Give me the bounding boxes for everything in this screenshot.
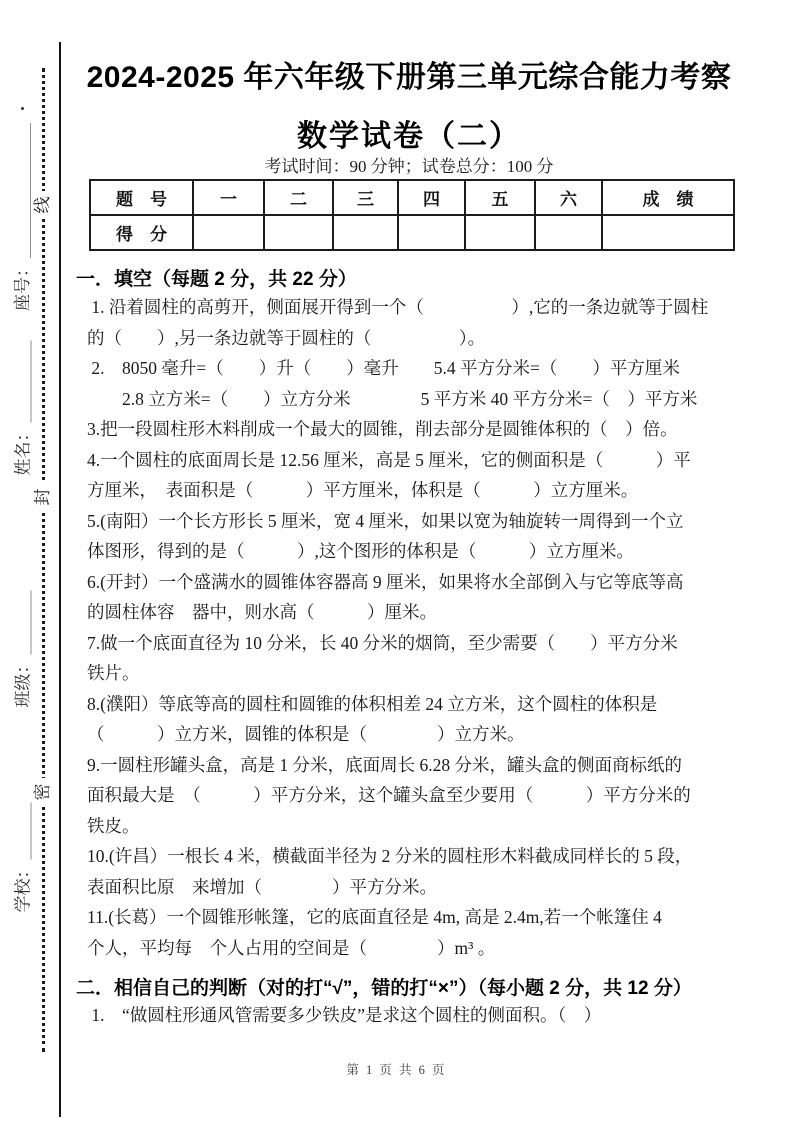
score-table-header-row xyxy=(90,180,734,215)
question-line: 11.(长葛）一个圆锥形帐篷，它的底面直径是 4m, 高是 2.4m,若一个帐篷住 4 xyxy=(87,907,662,927)
question-line: 1. “做圆柱形通风管需要多少铁皮”是求这个圆柱的侧面积。（ ） xyxy=(87,1005,602,1025)
score-cell xyxy=(465,215,535,250)
score-table-header-5: 五 xyxy=(465,180,535,215)
seat-number-blank xyxy=(16,123,31,258)
question-line: 面积最大是 （ ）平方分米，这个罐头盒至少要用（ ）平方分米的 xyxy=(87,785,691,805)
score-table-header-timu: 题 号 xyxy=(90,180,193,215)
score-table-header-6: 六 xyxy=(535,180,602,215)
score-row-label: 得 分 xyxy=(90,215,193,250)
stray-mark xyxy=(21,107,24,110)
score-cell xyxy=(535,215,602,250)
section2-questions xyxy=(87,1000,767,1030)
question-line: 铁皮。 xyxy=(87,815,140,836)
seal-char-xian: 线 xyxy=(32,191,54,219)
question-line: （ ）立方米，圆锥的体积是（ ）立方米。 xyxy=(87,724,525,744)
score-cell xyxy=(333,215,398,250)
question-line: 6.(开封）一个盛满水的圆锥体容器高 9 厘米，如果将水全部倒入与它等底等高 xyxy=(87,571,684,592)
seat-number-label: 座号： xyxy=(13,260,32,311)
question-line: 9.一圆柱形罐头盒，高是 1 分米，底面周长 6.28 分米，罐头盒的侧面商标纸的 xyxy=(87,754,682,775)
class-label: 班级： xyxy=(13,656,33,708)
section1-questions xyxy=(87,292,767,963)
section1-heading: 一．填空（每题 2 分，共 22 分） xyxy=(76,269,357,290)
question-line: 体图形，得到的是（ ）,这个图形的体积是（ ）立方厘米。 xyxy=(87,541,634,561)
question-line: 2.8 立方米=（ ）立方分米 5 平方米 40 平方分米=（ ）平方米 xyxy=(87,388,698,409)
score-table xyxy=(89,179,735,251)
exam-title-line2: 数学试卷（二） xyxy=(297,120,521,153)
question-line: 10.(许昌）一根长 4 米，横截面半径为 2 分米的圆柱形木料截成同样长的 5 段， xyxy=(87,846,693,866)
school-label: 学校： xyxy=(13,861,33,913)
score-cell xyxy=(398,215,465,250)
score-cell xyxy=(602,215,734,250)
exam-title-line1: 2024-2025 年六年级下册第三单元综合能力考察 xyxy=(86,61,732,94)
question-line: 个人，平均每 个人占用的空间是（ ）m³ 。 xyxy=(87,937,496,958)
page-number: 第 1 页 共 6 页 xyxy=(346,1063,447,1077)
score-table-header-chengji: 成 绩 xyxy=(602,180,734,215)
sidebar-border-line xyxy=(59,42,61,1117)
question-line: 3.把一段圆柱形木料削成一个最大的圆锥，削去部分是圆锥体积的（ ）倍。 xyxy=(87,419,678,439)
question-line: 4.一个圆柱的底面周长是 12.56 厘米，高是 5 厘米，它的侧面积是（ ）平 xyxy=(87,449,691,470)
question-line: 5.(南阳）一个长方形长 5 厘米，宽 4 厘米，如果以宽为轴旋转一周得到一个立 xyxy=(87,510,684,531)
question-line: 方厘米， 表面积是（ ）平方厘米，体积是（ ）立方厘米。 xyxy=(87,480,639,500)
student-name-field xyxy=(13,331,35,476)
exam-info: 考试时间：90 分钟；试卷总分：100 分 xyxy=(264,157,554,176)
class-field xyxy=(13,581,35,708)
question-line: 2. 8050 毫升=（ ）升（ ）毫升 5.4 平方分米=（ ）平方厘米 xyxy=(87,358,680,378)
class-blank xyxy=(16,591,31,655)
school-blank xyxy=(16,803,31,860)
question-line: 铁片。 xyxy=(87,663,140,683)
section2-heading: 二．相信自己的判断（对的打“√”，错的打“×”）（每小题 2 分，共 12 分） xyxy=(76,978,692,999)
seal-char-feng: 封 xyxy=(32,483,54,511)
question-line: 的（ ）,另一条边就等于圆柱的（ ）。 xyxy=(87,327,486,348)
student-name-label: 姓名： xyxy=(13,424,33,476)
question-line: 的圆柱体容 器中，则水高（ ）厘米。 xyxy=(87,602,437,622)
score-table-header-4: 四 xyxy=(398,180,465,215)
question-line: 8.(濮阳）等底等高的圆柱和圆锥的体积相差 24 立方米，这个圆柱的体积是 xyxy=(87,693,658,714)
score-cell xyxy=(193,215,264,250)
student-name-blank xyxy=(16,341,31,423)
score-cell xyxy=(264,215,333,250)
seal-char-mi: 密 xyxy=(32,778,54,806)
score-table-header-3: 三 xyxy=(333,180,398,215)
question-line: 7.做一个底面直径为 10 分米，长 40 分米的烟筒，至少需要（ ）平方分米 xyxy=(87,632,678,653)
score-table-header-1: 一 xyxy=(193,180,264,215)
question-line: 1. 沿着圆柱的高剪开，侧面展开得到一个（ ）,它的一条边就等于圆柱 xyxy=(87,297,709,317)
question-line: 表面积比原 来增加（ ）平方分米。 xyxy=(87,876,437,897)
school-field xyxy=(13,794,35,913)
score-table-score-row xyxy=(90,215,734,250)
score-table-header-2: 二 xyxy=(264,180,333,215)
seat-number-field xyxy=(12,111,34,311)
